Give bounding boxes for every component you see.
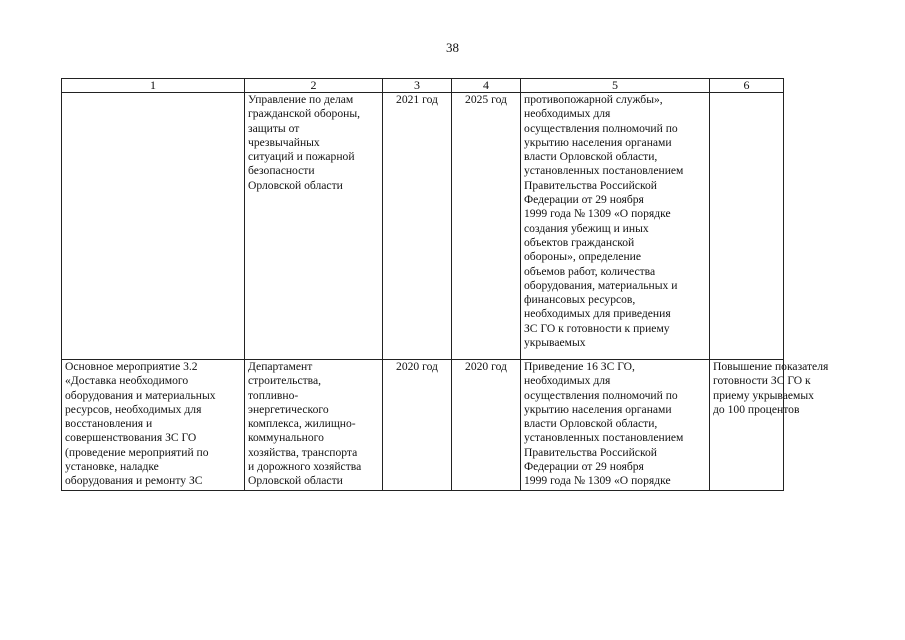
table-row bbox=[62, 93, 784, 360]
text-line: 1999 года № 1309 «О порядке bbox=[524, 474, 671, 488]
text-line: объектов гражданской bbox=[524, 235, 635, 249]
text-line: совершенствования ЗС ГО bbox=[65, 431, 197, 445]
text-line: ЗС ГО к готовности к приему bbox=[524, 321, 670, 335]
text-line: обороны», определение bbox=[524, 250, 641, 264]
document-table bbox=[61, 78, 829, 491]
text-line: установке, наладке bbox=[65, 460, 159, 474]
text-line: строительства, bbox=[248, 374, 322, 388]
text-line: Федерации от 29 ноября bbox=[524, 193, 644, 207]
text-line: Федерации от 29 ноября bbox=[524, 460, 644, 474]
cell-activity bbox=[62, 93, 245, 360]
text-line: объемов работ, количества bbox=[524, 264, 656, 278]
table-header-row bbox=[62, 79, 784, 93]
cell-result bbox=[710, 360, 829, 491]
cell-description bbox=[521, 360, 710, 491]
text-line: оборудования и материальных bbox=[65, 388, 216, 402]
text-line: до 100 процентов bbox=[713, 402, 800, 416]
cell-result bbox=[710, 93, 784, 360]
text-line: укрытию населения органами bbox=[524, 402, 672, 416]
text-line: приему укрываемых bbox=[713, 388, 814, 402]
text-line: Правительства Российской bbox=[524, 445, 657, 459]
text-line: коммунального bbox=[248, 431, 324, 445]
text-line: оборудования, материальных и bbox=[524, 278, 678, 292]
text-line: создания убежищ и иных bbox=[524, 221, 649, 235]
column-header: 2 bbox=[245, 79, 383, 93]
text-line: Правительства Российской bbox=[524, 178, 657, 192]
text-line: (проведение мероприятий по bbox=[65, 445, 209, 459]
column-header: 6 bbox=[710, 79, 784, 93]
text-line: чрезвычайных bbox=[248, 135, 320, 149]
text-line: необходимых для приведения bbox=[524, 307, 671, 321]
text-line: финансовых ресурсов, bbox=[524, 293, 636, 307]
text-line: Департамент bbox=[248, 360, 313, 373]
text-line: осуществления полномочий по bbox=[524, 121, 678, 135]
text-line: гражданской обороны, bbox=[248, 107, 361, 121]
page-number: 38 bbox=[446, 40, 459, 55]
text-line: необходимых для bbox=[524, 107, 611, 121]
text-line: комплекса, жилищно- bbox=[248, 417, 356, 431]
column-header: 3 bbox=[383, 79, 452, 93]
cell-start-year: 2020 год bbox=[383, 360, 452, 491]
text-line: противопожарной службы», bbox=[524, 93, 663, 106]
text-line: энергетического bbox=[248, 402, 329, 416]
text-line: ситуаций и пожарной bbox=[248, 150, 355, 164]
text-line: установленных постановлением bbox=[524, 431, 684, 445]
text-line: Приведение 16 ЗС ГО, bbox=[524, 360, 635, 373]
text-line: хозяйства, транспорта bbox=[248, 445, 358, 459]
text-line: Повышение показателя bbox=[713, 360, 829, 373]
cell-end-year: 2020 год bbox=[452, 360, 521, 491]
text-line: восстановления и bbox=[65, 417, 153, 431]
text-line: Основное мероприятие 3.2 bbox=[65, 360, 198, 373]
text-line: и дорожного хозяйства bbox=[248, 460, 362, 474]
text-line: Управление по делам bbox=[248, 93, 354, 106]
column-header: 5 bbox=[521, 79, 710, 93]
text-line: защиты от bbox=[248, 121, 300, 135]
cell-executor bbox=[245, 93, 383, 360]
text-line: оборудования и ремонту ЗС bbox=[65, 474, 203, 488]
text-line: необходимых для bbox=[524, 374, 611, 388]
cell-executor bbox=[245, 360, 383, 491]
text-line: власти Орловской области, bbox=[524, 150, 658, 164]
cell-start-year: 2021 год bbox=[383, 93, 452, 360]
text-line: Орловской области bbox=[248, 178, 343, 192]
text-line: «Доставка необходимого bbox=[65, 374, 189, 388]
text-line: Орловской области bbox=[248, 474, 343, 488]
text-line: власти Орловской области, bbox=[524, 417, 658, 431]
text-line: ресурсов, необходимых для bbox=[65, 402, 202, 416]
text-line: осуществления полномочий по bbox=[524, 388, 678, 402]
column-header: 4 bbox=[452, 79, 521, 93]
text-line: укрываемых bbox=[524, 336, 586, 350]
text-line: 1999 года № 1309 «О порядке bbox=[524, 207, 671, 221]
column-header: 1 bbox=[62, 79, 245, 93]
text-line: установленных постановлением bbox=[524, 164, 684, 178]
cell-activity bbox=[62, 360, 245, 491]
cell-end-year: 2025 год bbox=[452, 93, 521, 360]
cell-description bbox=[521, 93, 710, 360]
table-row bbox=[62, 360, 784, 491]
text-line: укрытию населения органами bbox=[524, 135, 672, 149]
text-line: топливно- bbox=[248, 388, 299, 402]
text-line: безопасности bbox=[248, 164, 315, 178]
text-line: готовности ЗС ГО к bbox=[713, 374, 811, 388]
